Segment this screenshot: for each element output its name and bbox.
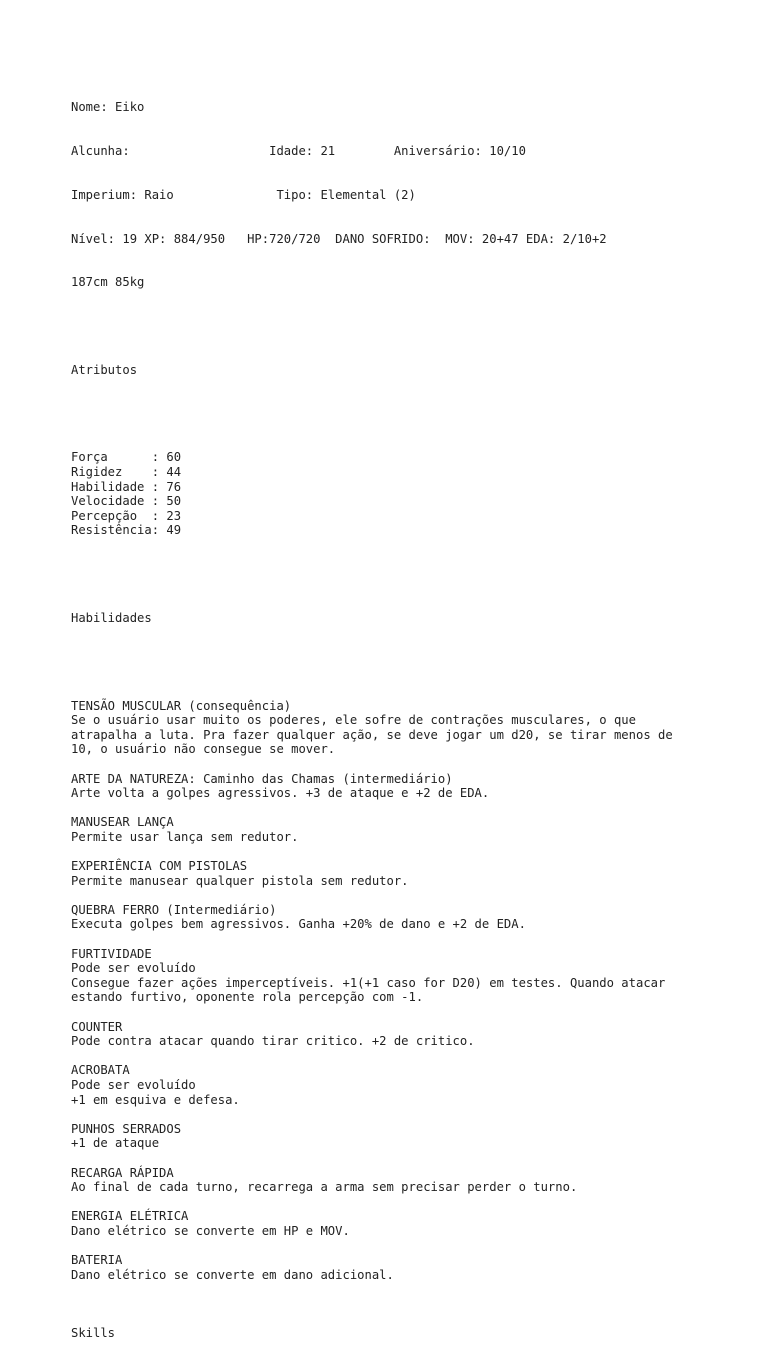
ability-description-line: Ao final de cada turno, recarrega a arma sem precisar perder o turno. bbox=[71, 1180, 578, 1195]
ability-title: ACROBATA bbox=[71, 1063, 130, 1078]
section-title-habilidades: Habilidades bbox=[71, 610, 152, 625]
ability-description-line: +1 em esquiva e defesa. bbox=[71, 1092, 240, 1107]
spacer bbox=[71, 757, 751, 772]
ability-block bbox=[71, 1209, 751, 1253]
ability-description-line: Se o usuário usar muito os poderes, ele sofre de contrações musculares, o que bbox=[71, 713, 636, 728]
spacer bbox=[71, 567, 751, 582]
ability-description-line: Permite manusear qualquer pistola sem redutor. bbox=[71, 873, 409, 888]
spacer bbox=[71, 1195, 751, 1210]
ability-title: TENSÃO MUSCULAR (consequência) bbox=[71, 698, 292, 713]
ability-block bbox=[71, 1166, 751, 1210]
attribute-line: Força : 60 bbox=[71, 450, 182, 465]
spacer bbox=[71, 1151, 751, 1166]
spacer bbox=[71, 655, 751, 670]
ability-title: FURTIVIDADE bbox=[71, 946, 152, 961]
header-name-line: Nome: Eiko bbox=[71, 100, 145, 115]
section-title-atributos: Atributos bbox=[71, 362, 138, 377]
attribute-line: Habilidade : 76 bbox=[71, 479, 182, 494]
spacer bbox=[71, 888, 751, 903]
ability-description-line: Dano elétrico se converte em HP e MOV. bbox=[71, 1223, 350, 1238]
ability-block bbox=[71, 699, 751, 772]
ability-block bbox=[71, 947, 751, 1020]
ability-title: ARTE DA NATUREZA: Caminho das Chamas (intermediário) bbox=[71, 771, 453, 786]
character-sheet-document bbox=[71, 71, 751, 1355]
ability-block bbox=[71, 772, 751, 816]
ability-description-line: atrapalha a luta. Pra fazer qualquer ação, se deve jogar um d20, se tirar menos de bbox=[71, 727, 673, 742]
ability-block bbox=[71, 903, 751, 947]
ability-description-line: Executa golpes bem agressivos. Ganha +20% de dano e +2 de EDA. bbox=[71, 917, 526, 932]
attribute-line: Percepção : 23 bbox=[71, 508, 182, 523]
spacer bbox=[71, 1049, 751, 1064]
ability-description-line: Pode ser evoluído bbox=[71, 961, 196, 976]
section-title-skills: Skills bbox=[71, 1326, 116, 1341]
spacer bbox=[71, 801, 751, 816]
ability-block bbox=[71, 1253, 751, 1297]
ability-title: MANUSEAR LANÇA bbox=[71, 815, 174, 830]
ability-description-line: Dano elétrico se converte em dano adicional. bbox=[71, 1267, 394, 1282]
ability-block bbox=[71, 1122, 751, 1166]
spacer bbox=[71, 932, 751, 947]
ability-block bbox=[71, 1020, 751, 1064]
attribute-list bbox=[71, 450, 751, 538]
spacer bbox=[71, 407, 751, 422]
attribute-line: Velocidade : 50 bbox=[71, 494, 182, 509]
ability-description-line: Permite usar lança sem redutor. bbox=[71, 829, 299, 844]
ability-description-line: Pode ser evoluído bbox=[71, 1077, 196, 1092]
ability-block bbox=[71, 859, 751, 903]
header-imperium-type-line: Imperium: Raio Tipo: Elemental (2) bbox=[71, 187, 416, 202]
spacer bbox=[71, 1005, 751, 1020]
ability-title: BATERIA bbox=[71, 1253, 123, 1268]
ability-description-line: estando furtivo, oponente rola percepção com -1. bbox=[71, 990, 424, 1005]
ability-block bbox=[71, 815, 751, 859]
spacer bbox=[71, 1107, 751, 1122]
spacer bbox=[71, 844, 751, 859]
ability-title: PUNHOS SERRADOS bbox=[71, 1121, 182, 1136]
ability-description-line: Arte volta a golpes agressivos. +3 de ataque e +2 de EDA. bbox=[71, 786, 490, 801]
header-level-stats-line: Nível: 19 XP: 884/950 HP:720/720 DANO SOFRIDO: MOV: 20+47 EDA: 2/10+2 bbox=[71, 231, 607, 246]
ability-block bbox=[71, 1063, 751, 1121]
ability-description-line: 10, o usuário não consegue se mover. bbox=[71, 742, 336, 757]
attribute-line: Resistência: 49 bbox=[71, 523, 182, 538]
ability-title: RECARGA RÁPIDA bbox=[71, 1165, 174, 1180]
attribute-line: Rigidez : 44 bbox=[71, 465, 182, 480]
ability-title: COUNTER bbox=[71, 1019, 123, 1034]
spacer bbox=[71, 1239, 751, 1254]
spacer bbox=[71, 1282, 751, 1297]
ability-list bbox=[71, 699, 751, 1297]
ability-description-line: Consegue fazer ações imperceptíveis. +1(+1 caso for D20) em testes. Quando atacar bbox=[71, 975, 666, 990]
header-alias-age-birthday-line: Alcunha: Idade: 21 Aniversário: 10/10 bbox=[71, 143, 526, 158]
ability-title: ENERGIA ELÉTRICA bbox=[71, 1209, 189, 1224]
ability-description-line: Pode contra atacar quando tirar critico. +2 de critico. bbox=[71, 1034, 475, 1049]
ability-description-line: +1 de ataque bbox=[71, 1136, 160, 1151]
ability-title: QUEBRA FERRO (Intermediário) bbox=[71, 902, 277, 917]
header-physical-line: 187cm 85kg bbox=[71, 275, 145, 290]
ability-title: EXPERIÊNCIA COM PISTOLAS bbox=[71, 859, 248, 874]
spacer bbox=[71, 319, 751, 334]
